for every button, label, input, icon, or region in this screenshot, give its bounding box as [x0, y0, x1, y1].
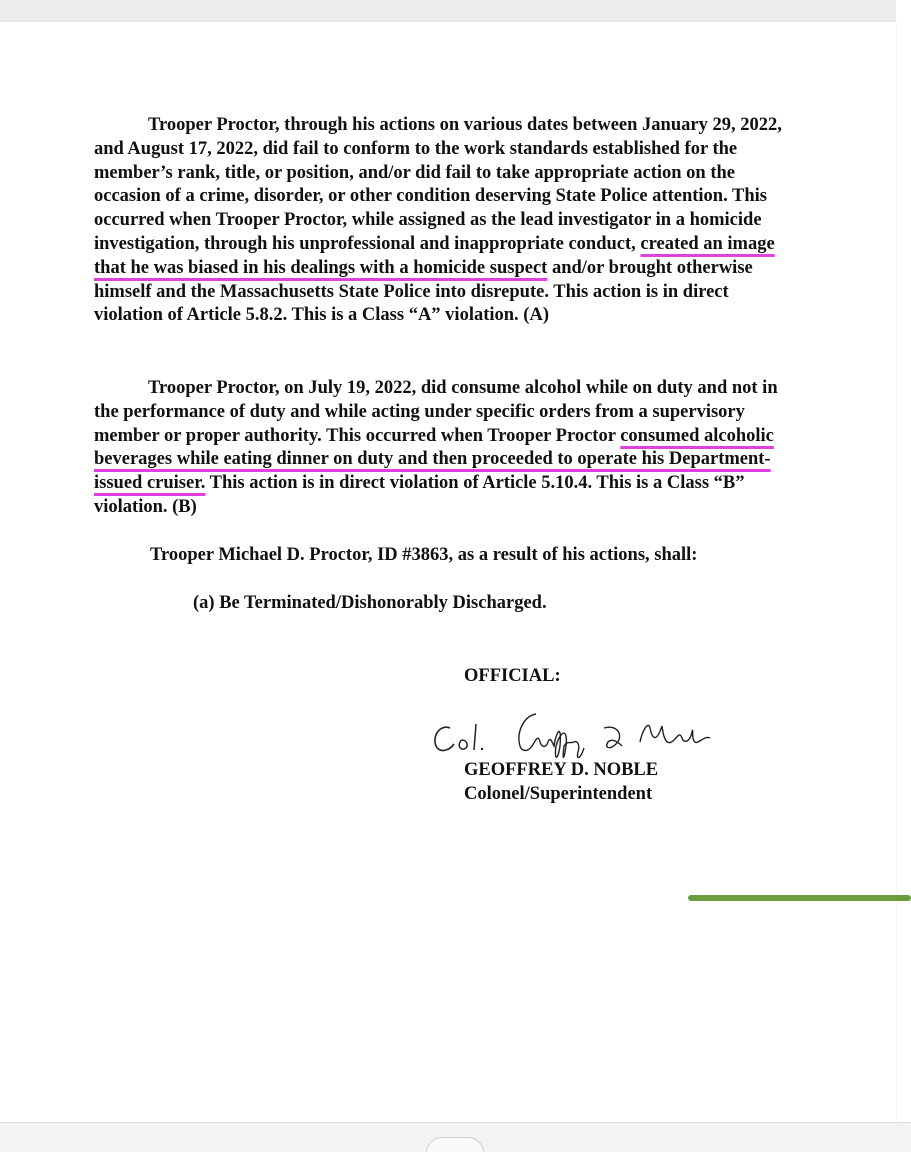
- signer-name: GEOFFREY D. NOBLE: [464, 760, 659, 780]
- paragraph-charge-b-text-end: This action is in direct violation of Article 5.10.4. This is a Class “B” violation. (B): [94, 473, 745, 517]
- signer-title: Colonel/Superintendent: [464, 784, 653, 804]
- paragraph-charge-a-text-end: and/or brought otherwise himself and the Massachusetts State Police into disrepute. This action is in direct violation of Article 5.8.2. This is a Class “A” violation. (A): [94, 257, 753, 326]
- paragraph-charge-b-text: Trooper Proctor, on July 19, 2022, did consume alcohol while on duty and not in the performance of duty and while acting under specific orders from a supervisory member or proper authority. This occurred when Trooper Proctor: [94, 378, 778, 446]
- order-statement: Trooper Michael D. Proctor, ID #3863, as a result of his actions, shall:: [150, 545, 698, 565]
- paragraph-charge-a: [94, 114, 794, 328]
- highlighted-phrase-bias: created an image that he was biased in his dealings with a homicide suspect: [94, 233, 775, 278]
- document-page: [0, 22, 896, 1122]
- viewer-bottom-bar: [0, 1122, 911, 1152]
- highlighted-phrase-alcohol: consumed alcoholic beverages while eating dinner on duty and then proceeded to operate his Department-issued cruiser.: [94, 425, 774, 494]
- handwritten-signature: [428, 702, 728, 766]
- paragraph-charge-b: [94, 377, 794, 520]
- annotation-marker-line: [688, 895, 911, 901]
- official-label: OFFICIAL:: [464, 666, 561, 686]
- page-indicator-pill[interactable]: [426, 1137, 484, 1152]
- paragraph-charge-a-text: Trooper Proctor, through his actions on various dates between January 29, 2022, and August 17, 2022, did fail to conform to the work standards established for the member’s rank, title, or position, and/or did fail to take appropriate action on the occasion of a crime, disorder, or other condition deserving State Police attention. This occurred when Trooper Proctor, while assigned as the lead investigator in a homicide investigation, through his unprofessional and inappropriate conduct,: [94, 115, 782, 254]
- scroll-gutter[interactable]: [896, 0, 911, 1122]
- order-item-a: (a) Be Terminated/Dishonorably Discharged.: [193, 593, 547, 613]
